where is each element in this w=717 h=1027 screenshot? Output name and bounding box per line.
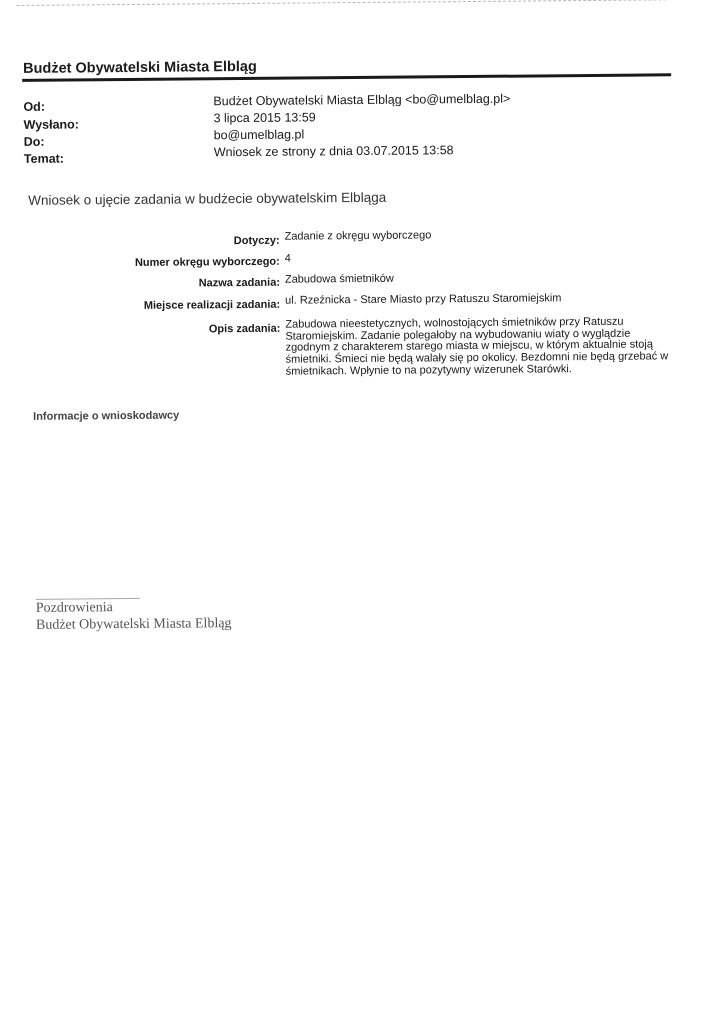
district-number-label: Numer okręgu wyborczego: — [134, 255, 280, 269]
district-number-value: 4 — [284, 252, 291, 265]
from-label: Od: — [23, 99, 46, 114]
to-label: Do: — [23, 134, 45, 149]
signature-name: Budżet Obywatelski Miasta Elbląg — [35, 616, 232, 633]
subject-label: Temat: — [23, 151, 65, 166]
task-name-value: Zabudowa śmietników — [284, 272, 394, 286]
location-value: ul. Rzeźnicka - Stare Miasto przy Ratuszu Staromiejskim — [285, 292, 562, 307]
form-title: Wniosek o ujęcie zadania w budżecie obywatelskim Elbląga — [28, 189, 387, 208]
sent-value: 3 lipca 2015 13:59 — [213, 110, 316, 126]
description-text — [285, 316, 677, 378]
top-scan-edge — [17, 0, 667, 6]
concerns-label: Dotyczy: — [233, 234, 280, 248]
applicant-section-label: Informacje o wnioskodawcy — [33, 409, 180, 423]
subject-value: Wniosek ze strony z dnia 03.07.2015 13:58 — [213, 143, 454, 160]
sent-label: Wysłano: — [23, 117, 79, 132]
location-label: Miejsce realizacji zadania: — [143, 298, 281, 312]
task-name-label: Nazwa zadania: — [198, 276, 281, 290]
description-line: Zabudowa nieestetycznych, wolnostojących śmietników przy Ratuszu — [285, 315, 624, 331]
to-value: bo@umelblag.pl — [213, 127, 305, 143]
signature-greeting: Pozdrowienia — [35, 600, 113, 616]
concerns-value: Zadanie z okręgu wyborczego — [284, 229, 432, 243]
description-line: śmietnikach. Wpłynie to na pozytywny wizerunek Starówki. — [285, 362, 572, 378]
from-value: Budżet Obywatelski Miasta Elbląg <bo@umelblag.pl> — [213, 91, 511, 109]
description-line: śmietniki. Śmieci nie będą walały się po okolicy. Bezdomni nie będą grzebać w — [285, 350, 669, 366]
org-title: Budżet Obywatelski Miasta Elbląg — [23, 58, 257, 77]
description-line: Staromiejskim. Zadanie polegałoby na wybudowaniu wiaty o wyglądzie — [285, 327, 631, 343]
description-line: zgodnym z charakterem starego miasta w miejscu, w którym aktualnie stoją — [285, 338, 654, 355]
description-label: Opis zadania: — [208, 322, 281, 336]
